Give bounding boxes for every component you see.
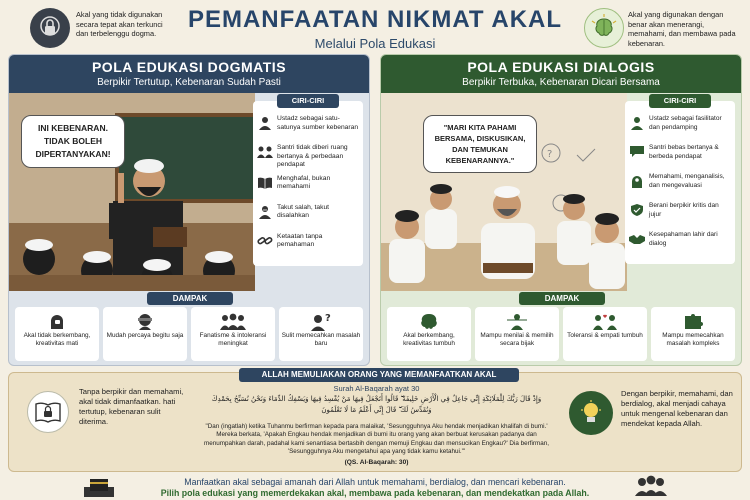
- dogmatic-subtitle: Berpikir Tertutup, Kebenaran Sudah Pasti: [97, 77, 281, 88]
- dampak-text: Akal berkembang, kreativitas tumbuh: [403, 332, 455, 347]
- dialogic-ciri-label: CIRI-CIRI: [649, 94, 711, 108]
- dampak-text: Fanatisme & intoleransi meningkat: [199, 332, 267, 347]
- chain-icon: [257, 233, 273, 249]
- puzzle-icon: [651, 311, 735, 331]
- ciri-text: Kesepahaman lahir dari dialog: [649, 231, 718, 247]
- ciri-text: Santri tidak diberi ruang bertanya & perbedaan pendapat: [277, 144, 348, 169]
- dampak-item: [15, 307, 99, 361]
- page-title: PEMANFAATAN NIKMAT AKAL: [187, 6, 563, 33]
- chat-icon: [629, 144, 645, 160]
- dampak-text: Akal tidak berkembang, kreativitas mati: [23, 332, 91, 347]
- dialogic-panel-header: [381, 55, 741, 93]
- book-icon: [257, 175, 273, 191]
- ciri-text: Berani berpikir kritis dan jujur: [649, 202, 719, 218]
- dialogic-dampak-row: [387, 307, 735, 361]
- dampak-text: Mampu memecahkan masalah kompleks: [662, 332, 724, 347]
- handshake-icon: [629, 231, 645, 247]
- facilitator-icon: [629, 115, 645, 131]
- dogmatic-panel: [8, 54, 370, 366]
- dogmatic-dampak-row: [15, 307, 363, 361]
- dialogic-dampak-label: DAMPAK: [519, 292, 605, 305]
- ciri-text: Menghafal, bukan memahami: [277, 174, 331, 191]
- dampak-item: [651, 307, 735, 361]
- dialogic-ciri-box: [625, 96, 735, 264]
- quran-quote: [199, 370, 554, 467]
- svg-text:?: ?: [547, 149, 553, 160]
- kaaba-icon: [82, 473, 116, 500]
- group-icon: [191, 311, 275, 331]
- people-heart-icon: [563, 311, 647, 331]
- thinking-head-icon: [629, 173, 645, 189]
- svg-text:?: ?: [325, 313, 331, 324]
- allah-title: ALLAH MEMULIAKAN ORANG YANG MEMANFAATKAN AKAL: [239, 368, 519, 382]
- ciri-text: Ustadz sebagai satu-satunya sumber kebenaran: [277, 115, 359, 131]
- silent-person-icon: [257, 204, 273, 220]
- ciri-item: [629, 144, 731, 168]
- dogmatic-title: POLA EDUKASI DOGMATIS: [91, 59, 287, 75]
- ciri-text: Ustadz sebagai fasilitator dan pendamping: [649, 115, 722, 131]
- locked-head-icon: [15, 311, 99, 331]
- ciri-item: [257, 233, 359, 257]
- arabic-verse: وَإِذْ قَالَ رَبُّكَ لِلْمَلَائِكَةِ إِنِّي جَاعِلٌ فِي الْأَرْضِ خَلِيفَةً ۖ قَالُوا أَتَجْعَلُ فِيهَا مَنْ يُفْسِدُ فِيهَا وَيَسْفِكُ الدِّمَاءَ وَنَحْنُ نُسَبِّحُ بِحَمْدِكَ وَنُقَدِّسُ لَكَ ۖ قَالَ إِنِّي أَعْلَمُ مَا لَا تَعْلَمُونَ: [211, 395, 542, 414]
- dogmatic-ciri-box: [253, 96, 363, 266]
- people-group-icon: [634, 474, 668, 500]
- dogmatic-panel-header: [9, 55, 369, 93]
- ciri-item: [257, 144, 359, 170]
- ciri-item: [257, 204, 359, 228]
- ciri-item: [629, 202, 731, 226]
- dampak-item: [279, 307, 363, 361]
- dialogic-speech-bubble: "MARI KITA PAHAMI BERSAMA, DISKUSIKAN, DAN TEMUKAN KEBENARANNYA.": [423, 115, 537, 173]
- students-icon: [257, 144, 273, 160]
- dampak-item: [475, 307, 559, 361]
- ciri-text: Ketaatan tanpa pemahaman: [277, 232, 323, 249]
- lightbulb-icon: [569, 391, 613, 435]
- footer-line-1: Manfaatkan akal sebagai amanah dari Allah untuk memahami, berdialog, dan mencari kebenaran.: [184, 477, 566, 487]
- dialogic-subtitle: Berpikir Terbuka, Kebenaran Dicari Bersama: [462, 77, 660, 88]
- scale-person-icon: [475, 311, 559, 331]
- bottom-left-text: Tanpa berpikir dan memahami, akal tidak dimanfaatkan. hati tertutup, kebenaran sulit diterima.: [79, 387, 184, 426]
- bottom-right-text: Dengan berpikir, memahami, dan berdialog, akal menjadi cahaya untuk mengenal kebenaran dan mendekat kepada Allah.: [621, 389, 733, 428]
- ciri-item: [629, 115, 731, 139]
- ciri-text: Memahami, menganalisis, dan mengevaluasi: [649, 173, 725, 189]
- brain-icon: [387, 311, 471, 331]
- dialogic-title: POLA EDUKASI DIALOGIS: [467, 59, 655, 75]
- dampak-text: Sulit memecahkan masalah baru: [281, 332, 361, 347]
- dogmatic-dampak-label: DAMPAK: [147, 292, 233, 305]
- page-subtitle: Melalui Pola Edukasi: [314, 36, 436, 51]
- person-icon: [257, 115, 273, 131]
- locked-book-icon: [27, 391, 69, 433]
- verse-translation: "Dan (ingatlah) ketika Tuhanmu berfirman kepada para malaikat, 'Sesungguhnya Aku hendak menjadikan khalifah di bumi.' Mereka berkata, 'Apakah Engkau hendak menjadikan di bumi itu orang yang akan berbuat kerusakan padanya dan menumpahkan darah, padahal kami senantiasa bertasbih dengan memuji Engkau dan mensucikan Engkau?' Dia berfirman, 'Sesungguhnya Aku mengetahui apa yang tidak kamu ketahui.'": [204, 423, 549, 456]
- ciri-item: [629, 231, 731, 255]
- verse-citation: (QS. Al-Baqarah: 30): [344, 459, 409, 466]
- dampak-text: Mampu menilai & memilih secara bijak: [480, 332, 554, 347]
- header-left-note: Akal yang tidak digunakan secara tepat akan terkunci dan terbelenggu dogma.: [76, 10, 163, 39]
- ciri-item: [629, 173, 731, 197]
- ciri-text: Takut salah, takut disalahkan: [277, 203, 330, 220]
- ciri-text: Santri bebas bertanya & berbeda pendapat: [649, 144, 719, 160]
- dogmatic-speech-bubble: INI KEBENARAN. TIDAK BOLEH DIPERTANYAKAN!: [21, 115, 125, 168]
- dampak-item: [103, 307, 187, 361]
- dogmatic-ciri-label: CIRI-CIRI: [277, 94, 339, 108]
- ciri-item: [257, 115, 359, 139]
- ciri-item: [257, 175, 359, 199]
- dialogic-panel: [380, 54, 742, 366]
- dampak-text: Toleransi & empati tumbuh: [567, 332, 643, 339]
- locked-brain-icon: [30, 8, 70, 48]
- question-person-icon: [279, 311, 363, 331]
- shield-check-icon: [629, 202, 645, 218]
- dampak-item: [387, 307, 471, 361]
- header-right-note: Akal yang digunakan dengan benar akan menerangi, memahami, dan membawa pada kebenaran.: [628, 10, 736, 48]
- dampak-text: Mudah percaya begitu saja: [106, 332, 184, 339]
- dampak-item: [563, 307, 647, 361]
- dampak-item: [191, 307, 275, 361]
- quran-section: [8, 372, 742, 472]
- footer-line-2: Pilih pola edukasi yang memerdekakan akal, membawa pada kebenaran, dan mendekatkan pada Allah.: [160, 488, 590, 498]
- blindfold-icon: [103, 311, 187, 331]
- surah-label: Surah Al-Baqarah ayat 30: [333, 384, 420, 393]
- glowing-brain-icon: [584, 8, 624, 48]
